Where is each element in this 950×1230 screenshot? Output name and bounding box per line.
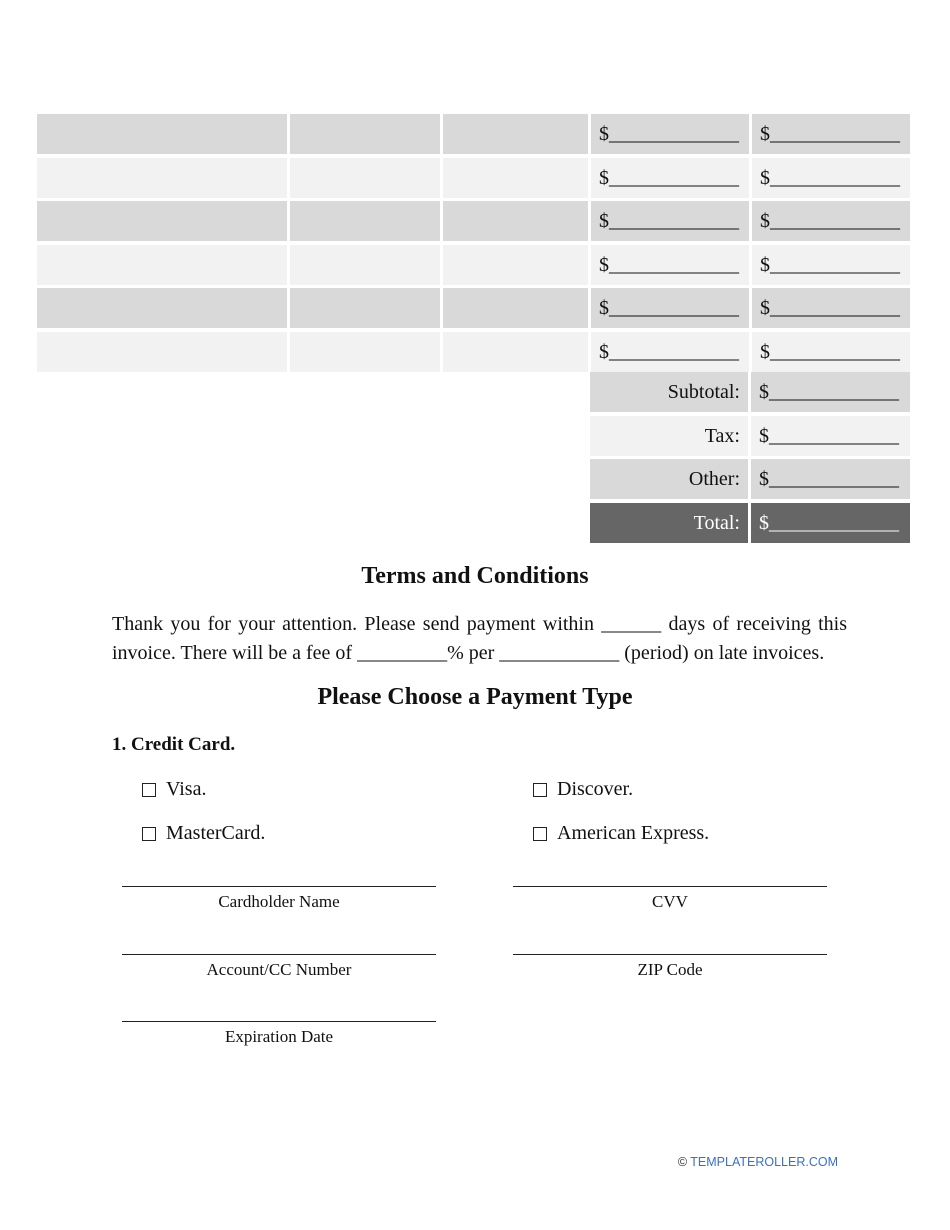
footer-credit xyxy=(678,1155,838,1169)
signature-line[interactable] xyxy=(513,886,827,887)
expiration-field[interactable] xyxy=(122,1021,436,1047)
subtotal-label: Subtotal: xyxy=(590,372,748,412)
price-cell[interactable]: $_____________ xyxy=(591,114,749,154)
other-row xyxy=(590,459,910,499)
items-table xyxy=(37,114,910,375)
amount-cell[interactable]: $_____________ xyxy=(752,114,910,154)
credit-card-heading: 1. Credit Card. xyxy=(112,734,236,755)
zip-label: ZIP Code xyxy=(637,960,703,979)
table-row xyxy=(37,288,910,328)
unit-cell[interactable] xyxy=(443,245,588,285)
unit-cell[interactable] xyxy=(443,158,588,198)
amount-cell[interactable]: $_____________ xyxy=(752,332,910,372)
total-row xyxy=(590,503,910,543)
discover-option[interactable] xyxy=(533,778,633,801)
quantity-cell[interactable] xyxy=(290,332,440,372)
table-row xyxy=(37,245,910,285)
unit-cell[interactable] xyxy=(443,332,588,372)
table-row xyxy=(37,332,910,372)
signature-line[interactable] xyxy=(122,1021,436,1022)
quantity-cell[interactable] xyxy=(290,245,440,285)
terms-text: Thank you for your attention. Please send payment within ______ days of receiving this invoice. There will be a fee of _________% per ____________ (period) on late invoices. xyxy=(112,613,847,664)
subtotal-row xyxy=(590,372,910,412)
description-cell[interactable] xyxy=(37,332,287,372)
amount-cell[interactable]: $_____________ xyxy=(752,158,910,198)
unit-cell[interactable] xyxy=(443,114,588,154)
amex-label: American Express. xyxy=(557,822,710,844)
checkbox-icon[interactable] xyxy=(533,827,547,841)
description-cell[interactable] xyxy=(37,201,287,241)
description-cell[interactable] xyxy=(37,114,287,154)
checkbox-icon[interactable] xyxy=(533,783,547,797)
quantity-cell[interactable] xyxy=(290,201,440,241)
visa-label: Visa. xyxy=(166,778,207,800)
checkbox-icon[interactable] xyxy=(142,783,156,797)
subtotal-value[interactable]: $_____________ xyxy=(751,372,910,412)
amount-cell[interactable]: $_____________ xyxy=(752,245,910,285)
description-cell[interactable] xyxy=(37,288,287,328)
zip-field[interactable] xyxy=(513,954,827,980)
visa-option[interactable] xyxy=(142,778,206,801)
mastercard-option[interactable] xyxy=(142,822,265,845)
account-label: Account/CC Number xyxy=(206,960,352,979)
unit-cell[interactable] xyxy=(443,201,588,241)
price-cell[interactable]: $_____________ xyxy=(591,288,749,328)
signature-line[interactable] xyxy=(122,954,436,955)
description-cell[interactable] xyxy=(37,245,287,285)
amex-option[interactable] xyxy=(533,822,709,845)
cvv-label: CVV xyxy=(652,892,688,911)
tax-row xyxy=(590,416,910,456)
templateroller-link[interactable]: TEMPLATEROLLER.COM xyxy=(690,1155,838,1169)
account-field[interactable] xyxy=(122,954,436,980)
table-row xyxy=(37,114,910,154)
amount-cell[interactable]: $_____________ xyxy=(752,288,910,328)
price-cell[interactable]: $_____________ xyxy=(591,245,749,285)
copyright-symbol: © xyxy=(677,1155,688,1169)
description-cell[interactable] xyxy=(37,158,287,198)
tax-label: Tax: xyxy=(590,416,748,456)
price-cell[interactable]: $_____________ xyxy=(591,158,749,198)
mastercard-label: MasterCard. xyxy=(166,822,266,844)
discover-label: Discover. xyxy=(557,778,634,800)
payment-type-title: Please Choose a Payment Type xyxy=(317,684,633,710)
price-cell[interactable]: $_____________ xyxy=(591,332,749,372)
amount-cell[interactable]: $_____________ xyxy=(752,201,910,241)
total-label: Total: xyxy=(590,503,748,543)
table-row xyxy=(37,201,910,241)
unit-cell[interactable] xyxy=(443,288,588,328)
totals-summary xyxy=(590,372,910,546)
expiration-label: Expiration Date xyxy=(224,1027,334,1046)
quantity-cell[interactable] xyxy=(290,158,440,198)
checkbox-icon[interactable] xyxy=(142,827,156,841)
quantity-cell[interactable] xyxy=(290,114,440,154)
cardholder-label: Cardholder Name xyxy=(218,892,340,911)
other-label: Other: xyxy=(590,459,748,499)
cvv-field[interactable] xyxy=(513,886,827,912)
tax-value[interactable]: $_____________ xyxy=(751,416,910,456)
quantity-cell[interactable] xyxy=(290,288,440,328)
table-row xyxy=(37,158,910,198)
signature-line[interactable] xyxy=(513,954,827,955)
total-value[interactable]: $_____________ xyxy=(751,503,910,543)
cardholder-field[interactable] xyxy=(122,886,436,912)
signature-line[interactable] xyxy=(122,886,436,887)
other-value[interactable]: $_____________ xyxy=(751,459,910,499)
terms-title: Terms and Conditions xyxy=(361,563,589,589)
price-cell[interactable]: $_____________ xyxy=(591,201,749,241)
